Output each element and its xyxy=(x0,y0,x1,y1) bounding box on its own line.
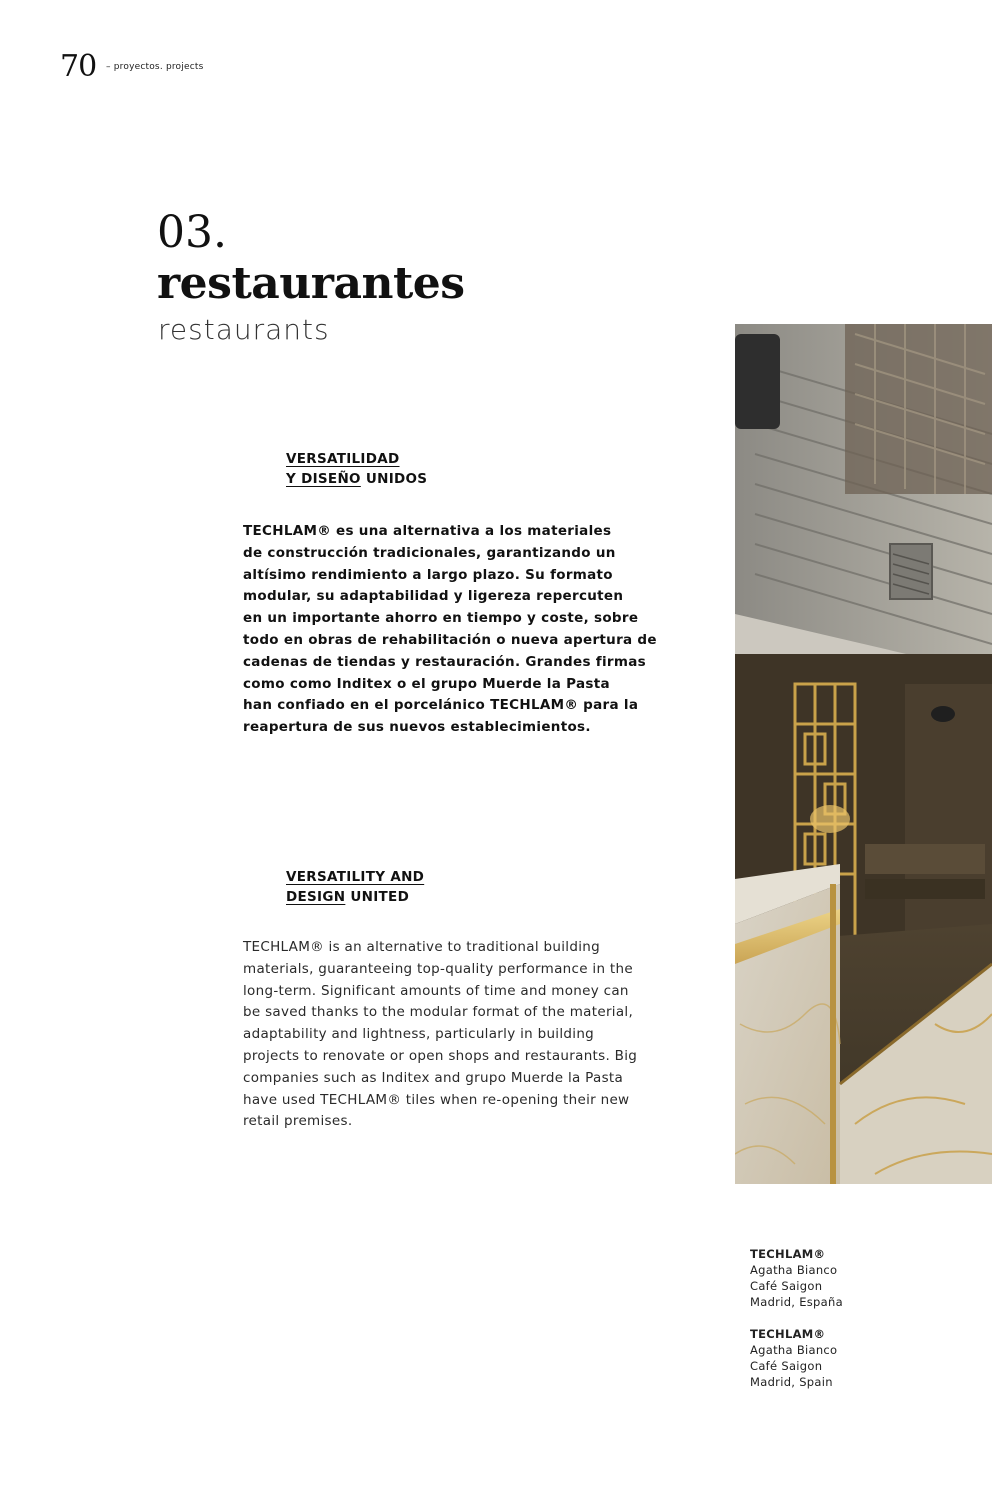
english-body-line: companies such as Inditex and grupo Muerde la Pasta xyxy=(243,1069,624,1086)
english-heading-line2-rest: UNITED xyxy=(345,889,410,905)
english-body-line: adaptability and lightness, particularly in building xyxy=(243,1026,595,1043)
english-body xyxy=(243,937,663,1133)
caption-brand: TECHLAM® xyxy=(750,1327,826,1341)
spanish-body-line: altísimo rendimiento a largo plazo. Su formato xyxy=(243,566,613,583)
header-label: – proyectos. projects xyxy=(106,62,204,72)
caption-line: Café Saigon xyxy=(750,1359,823,1373)
spanish-body-line: han confiado en el porcelánico TECHLAM® para la xyxy=(243,697,639,714)
spanish-heading-line2-rest: UNIDOS xyxy=(360,471,428,487)
caption-line: Madrid, España xyxy=(750,1295,843,1309)
english-body-line: long-term. Significant amounts of time and money can xyxy=(243,982,629,999)
spanish-body-line: TECHLAM® es una alternativa a los materiales xyxy=(243,523,612,539)
spanish-body-line: como como Inditex o el grupo Muerde la Pasta xyxy=(243,675,610,692)
english-body-line: projects to renovate or open shops and restaurants. Big xyxy=(243,1047,638,1064)
spanish-body-line: cadenas de tiendas y restauración. Grandes firmas xyxy=(243,653,646,670)
spanish-body-line: reapertura de sus nuevos establecimientos. xyxy=(243,719,591,736)
section-subtitle: restaurants xyxy=(158,313,330,346)
caption-english xyxy=(750,1326,950,1390)
english-heading xyxy=(286,867,424,907)
english-heading-line2-underlined: DESIGN xyxy=(286,889,346,905)
caption-line: Madrid, Spain xyxy=(750,1375,833,1389)
section-number: 03. xyxy=(157,207,227,258)
english-body-line: retail premises. xyxy=(243,1113,353,1130)
restaurant-photo xyxy=(735,324,992,1184)
english-body-line: be saved thanks to the modular format of the material, xyxy=(243,1004,634,1021)
english-body-line: materials, guaranteeing top-quality performance in the xyxy=(243,960,633,977)
english-body-line: have used TECHLAM® tiles when re-opening their new xyxy=(243,1091,630,1108)
spanish-body-line: modular, su adaptabilidad y ligereza repercuten xyxy=(243,588,624,605)
spanish-body-line: en un importante ahorro en tiempo y coste, sobre xyxy=(243,610,639,627)
spanish-body-line: de construcción tradicionales, garantizando un xyxy=(243,544,616,561)
caption-line: Café Saigon xyxy=(750,1279,823,1293)
caption-line: Agatha Bianco xyxy=(750,1343,838,1357)
english-heading-line1: VERSATILITY AND xyxy=(286,869,425,885)
page-number: 70 xyxy=(60,49,97,84)
caption-line: Agatha Bianco xyxy=(750,1263,838,1277)
caption-spanish xyxy=(750,1246,950,1310)
spanish-body-line: todo en obras de rehabilitación o nueva apertura de xyxy=(243,631,657,648)
spanish-body xyxy=(243,521,663,739)
english-body-line: TECHLAM® is an alternative to traditional building xyxy=(243,939,600,955)
spanish-heading-line1: VERSATILIDAD xyxy=(286,451,400,467)
spanish-heading-line2-underlined: Y DISEÑO xyxy=(286,471,361,487)
section-title: restaurantes xyxy=(157,258,465,309)
caption-brand: TECHLAM® xyxy=(750,1247,826,1261)
spanish-heading xyxy=(286,449,427,489)
